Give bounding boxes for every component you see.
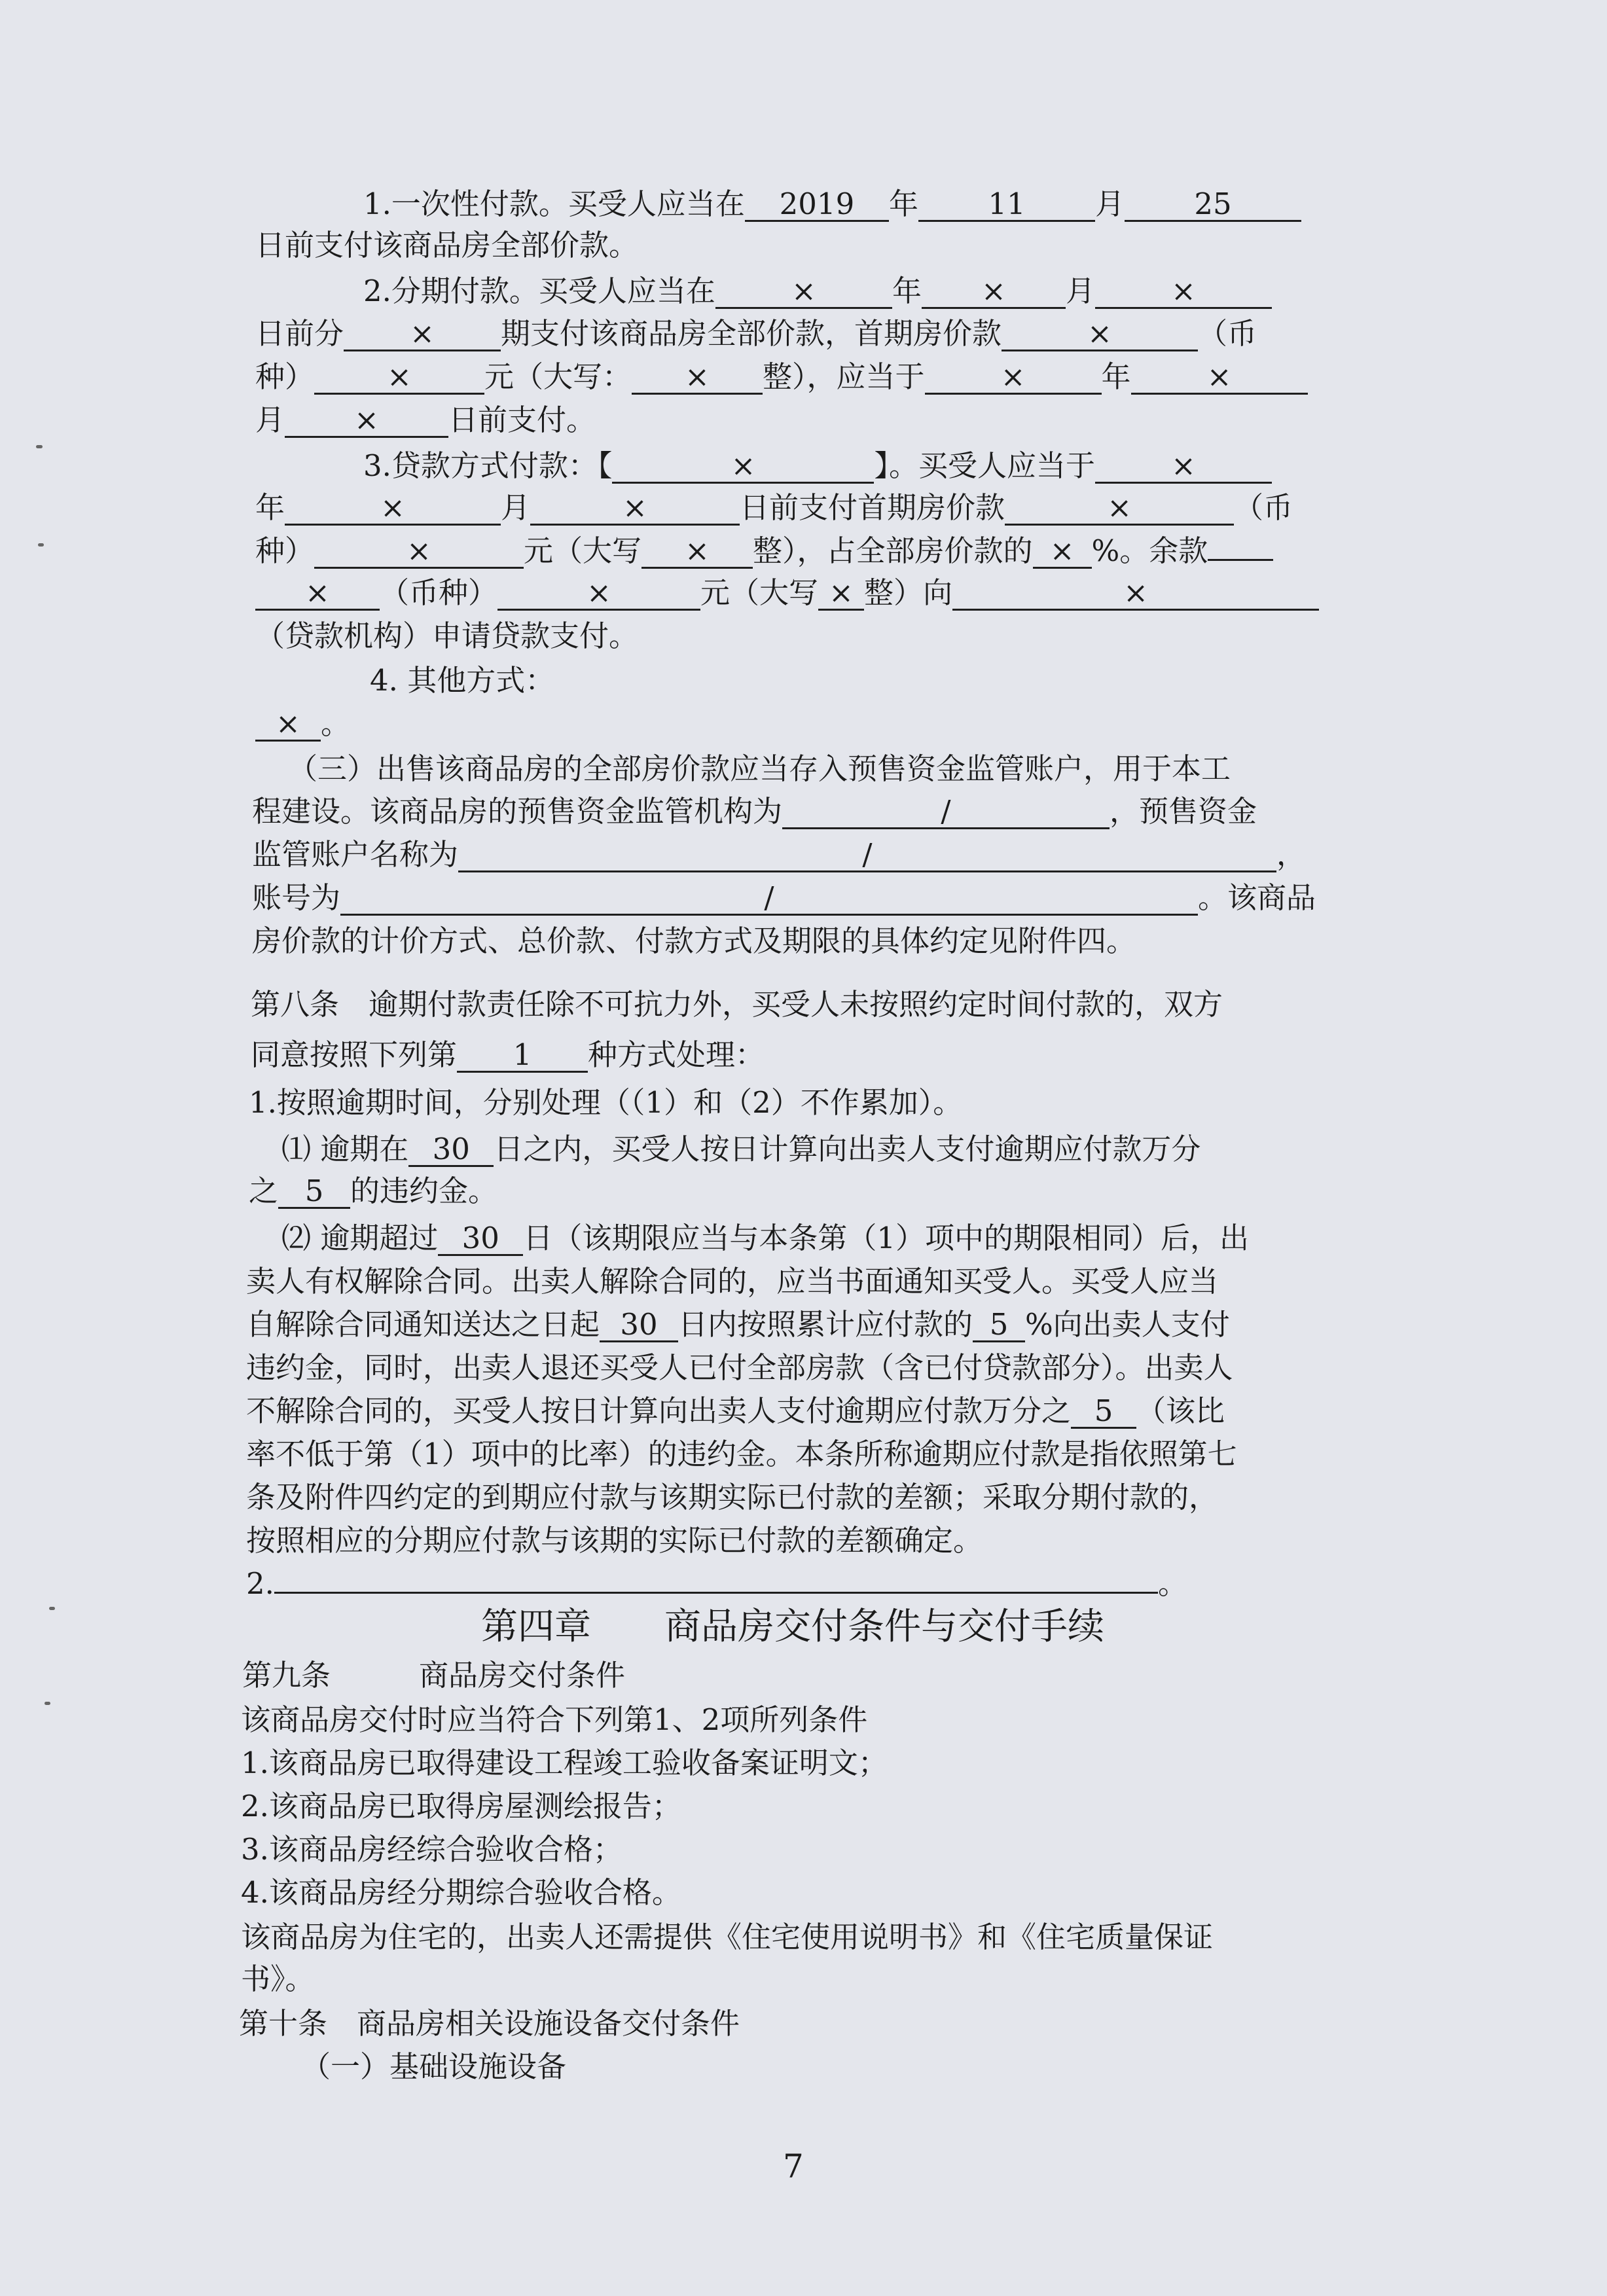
fill-in-blank: × bbox=[497, 577, 700, 611]
text-run: 2.分期付款。买受人应当在 bbox=[363, 274, 715, 308]
text-run: 月 bbox=[1094, 187, 1125, 221]
text-run: 4. 其他方式： bbox=[370, 663, 555, 698]
article-9-condition-2 bbox=[241, 1787, 681, 1826]
fill-in-blank: / bbox=[340, 882, 1198, 916]
article-9-intro bbox=[241, 1700, 867, 1740]
article-8-title bbox=[251, 985, 1223, 1024]
clause-3-escrow-cont-2 bbox=[252, 835, 1306, 874]
fill-in-blank: × bbox=[285, 404, 448, 438]
text-run: 日前支付。 bbox=[448, 403, 596, 437]
text-run: 。该商品 bbox=[1198, 880, 1316, 915]
fill-in-blank: × bbox=[715, 276, 892, 309]
fill-in-blank: × bbox=[925, 361, 1102, 395]
page-number bbox=[783, 2147, 804, 2186]
fill-in-blank: × bbox=[1033, 535, 1092, 569]
article-8-sub-2-cont-6 bbox=[246, 1478, 1218, 1517]
fill-in-blank: 5 bbox=[278, 1175, 350, 1209]
text-run: 账号为 bbox=[252, 880, 341, 915]
text-run: 第四章 商品房交付条件与交付手续 bbox=[481, 1605, 1104, 1648]
text-run: 1.按照逾期时间，分别处理（（1）和（2）不作累加）。 bbox=[249, 1085, 963, 1120]
fill-in-blank: / bbox=[782, 796, 1110, 829]
fill-in-blank: 30 bbox=[600, 1309, 678, 1342]
fill-in-blank: 5 bbox=[1071, 1395, 1136, 1429]
text-run: （一）基础设施设备 bbox=[301, 2049, 567, 2084]
text-run: 整），应当于 bbox=[763, 359, 925, 394]
fill-in-blank: × bbox=[314, 361, 484, 395]
article-8-sub-2 bbox=[281, 1219, 1249, 1258]
article-9-title bbox=[242, 1656, 625, 1695]
text-run: 之 bbox=[249, 1174, 279, 1208]
fill-in-blank bbox=[1208, 559, 1273, 561]
fill-in-blank: × bbox=[818, 577, 864, 611]
fill-in-blank: × bbox=[1095, 450, 1272, 484]
text-run: ⑵ 逾期超过 bbox=[281, 1221, 439, 1255]
fill-in-blank: 11 bbox=[918, 188, 1095, 222]
text-run: 7 bbox=[783, 2147, 804, 2185]
text-run: 4.该商品房经分期综合验收合格。 bbox=[241, 1875, 681, 1910]
text-run: （币种） bbox=[380, 575, 498, 610]
text-run: 月 bbox=[255, 403, 285, 437]
fill-in-blank: × bbox=[344, 318, 501, 351]
text-run: 率不低于第（1）项中的比率）的违约金。本条所称逾期应付款是指依照第七 bbox=[246, 1437, 1237, 1471]
clause-3-escrow bbox=[288, 749, 1231, 789]
fill-in-blank: × bbox=[1131, 361, 1308, 395]
text-run: 日（该期限应当与本条第（1）项中的期限相同）后，出 bbox=[523, 1221, 1249, 1255]
text-run: （币 bbox=[1198, 316, 1257, 351]
text-run: 日之内，买受人按日计算向出卖人支付逾期应付款万分 bbox=[494, 1132, 1201, 1166]
fill-in-blank: × bbox=[314, 535, 524, 569]
text-run: 日前分 bbox=[255, 316, 344, 351]
text-run: 3.贷款方式付款：【 bbox=[363, 448, 613, 483]
article-8-sub-2-cont-4 bbox=[246, 1391, 1225, 1431]
article-8-sub-2-cont-3 bbox=[246, 1348, 1233, 1388]
text-run: 书》。 bbox=[241, 1962, 315, 1996]
text-run: 种） bbox=[255, 359, 315, 394]
text-run: （三）出售该商品房的全部房价款应当存入预售资金监管账户，用于本工 bbox=[288, 751, 1231, 786]
text-run: （币 bbox=[1234, 490, 1293, 525]
clause-3-escrow-cont-1 bbox=[252, 792, 1257, 831]
article-8-sub-2-cont-7 bbox=[246, 1521, 983, 1560]
text-run: 3.该商品房经综合验收合格； bbox=[241, 1832, 623, 1867]
text-run: 月 bbox=[1065, 274, 1095, 308]
text-run: 该商品房交付时应当符合下列第1、2项所列条件 bbox=[241, 1702, 868, 1737]
article-9-condition-4 bbox=[241, 1873, 681, 1912]
scan-speck bbox=[36, 445, 43, 448]
fill-in-blank: × bbox=[922, 276, 1066, 309]
text-run: 1.一次性付款。买受人应当在 bbox=[363, 187, 745, 221]
item-3-loan-cont-1 bbox=[255, 488, 1293, 528]
article-9-condition-1 bbox=[241, 1744, 888, 1783]
text-run: 日前支付首期房价款 bbox=[740, 490, 1005, 525]
article-9-condition-3 bbox=[241, 1830, 623, 1869]
fill-in-blank: 30 bbox=[438, 1223, 523, 1256]
article-8-sub-2-cont-1 bbox=[246, 1262, 1218, 1301]
item-3-loan-cont-2 bbox=[255, 531, 1273, 571]
clause-3-escrow-cont-3 bbox=[252, 878, 1316, 918]
item-3-loan bbox=[363, 446, 1272, 486]
text-run: 。 bbox=[321, 706, 351, 741]
text-run: ， bbox=[1276, 837, 1307, 872]
text-run: 整），占全部房价款的 bbox=[753, 533, 1033, 568]
text-run: %向出卖人支付 bbox=[1025, 1307, 1230, 1342]
fill-in-blank: 30 bbox=[408, 1134, 494, 1167]
text-run: 元（大写 bbox=[700, 575, 819, 610]
article-8-sub-2-cont-5 bbox=[246, 1435, 1237, 1474]
text-run: 第八条 逾期付款责任除不可抗力外，买受人未按照约定时间付款的，双方 bbox=[251, 987, 1223, 1022]
fill-in-blank: × bbox=[255, 708, 321, 742]
text-run: 该商品房为住宅的，出卖人还需提供《住宅使用说明书》和《住宅质量保证 bbox=[241, 1920, 1214, 1954]
text-run: 】。买受人应当于 bbox=[874, 448, 1095, 483]
item-3-loan-cont-3 bbox=[255, 573, 1319, 613]
fill-in-blank: / bbox=[458, 839, 1276, 872]
text-run: 2.该商品房已取得房屋测绘报告； bbox=[241, 1789, 681, 1823]
text-run: 种） bbox=[255, 533, 315, 568]
fill-in-blank: × bbox=[255, 577, 380, 611]
article-8-choice bbox=[251, 1035, 765, 1075]
article-10-item-1 bbox=[301, 2047, 566, 2087]
text-run: 整）向 bbox=[864, 575, 953, 610]
text-run: 同意按照下列第 bbox=[251, 1037, 458, 1072]
item-4-other-value bbox=[255, 704, 350, 744]
fill-in-blank: × bbox=[641, 535, 753, 569]
fill-in-blank: × bbox=[612, 450, 874, 484]
fill-in-blank: 1 bbox=[457, 1039, 588, 1073]
text-run: 程建设。该商品房的预售资金监管机构为 bbox=[252, 794, 783, 829]
text-run: 条及附件四约定的到期应付款与该期实际已付款的差额；采取分期付款的， bbox=[246, 1480, 1219, 1515]
fill-in-blank bbox=[274, 1592, 1158, 1594]
item-2-installment-cont-2 bbox=[255, 357, 1308, 397]
fill-in-blank: × bbox=[285, 492, 501, 526]
item-2-installment-cont-1 bbox=[255, 314, 1257, 353]
text-run: 不解除合同的，买受人按日计算向出卖人支付逾期应付款万分之 bbox=[246, 1393, 1072, 1428]
text-run: 违约金，同时，出卖人退还买受人已付全部房款（含已付贷款部分）。出卖人 bbox=[246, 1350, 1233, 1385]
scan-speck bbox=[49, 1607, 55, 1610]
item-1-lump-sum-cont bbox=[255, 226, 638, 265]
text-run: 监管账户名称为 bbox=[252, 837, 459, 872]
text-run: ⑴ 逾期在 bbox=[281, 1132, 409, 1166]
article-9-residential-note-cont bbox=[241, 1960, 315, 1999]
text-run: 第九条 商品房交付条件 bbox=[242, 1658, 626, 1693]
text-run: %。余款 bbox=[1091, 533, 1208, 568]
item-4-other bbox=[370, 661, 554, 700]
text-run: 种方式处理： bbox=[588, 1037, 765, 1072]
text-run: 的违约金。 bbox=[350, 1174, 498, 1208]
scan-speck bbox=[45, 1702, 50, 1705]
item-2-installment-cont-3 bbox=[255, 401, 596, 440]
text-run: 卖人有权解除合同。出卖人解除合同的，应当书面通知买受人。买受人应当 bbox=[246, 1264, 1219, 1299]
text-run: 按照相应的分期应付款与该期的实际已付款的差额确定。 bbox=[246, 1523, 983, 1558]
text-run: （该比 bbox=[1136, 1393, 1225, 1428]
fill-in-blank: 2019 bbox=[745, 188, 889, 222]
text-run: （贷款机构）申请贷款支付。 bbox=[255, 619, 639, 653]
article-8-sub-1 bbox=[281, 1130, 1201, 1169]
item-1-lump-sum bbox=[363, 185, 1301, 224]
article-8-method-2 bbox=[246, 1564, 1187, 1604]
text-run: ，预售资金 bbox=[1110, 794, 1257, 829]
text-run: 元（大写 bbox=[524, 533, 642, 568]
text-run: 年 bbox=[888, 187, 918, 221]
item-2-installment bbox=[363, 272, 1272, 311]
text-run: 年 bbox=[892, 274, 922, 308]
text-run: 年 bbox=[1101, 359, 1131, 394]
text-run: 期支付该商品房全部价款，首期房价款 bbox=[501, 316, 1002, 351]
article-8-sub-1-cont bbox=[249, 1172, 497, 1211]
article-8-sub-2-cont-2 bbox=[246, 1305, 1230, 1344]
chapter-4-heading bbox=[481, 1607, 1104, 1647]
text-run: 元（大写： bbox=[484, 359, 632, 394]
item-3-loan-cont-4 bbox=[255, 617, 638, 656]
fill-in-blank: × bbox=[1002, 318, 1198, 351]
text-run: 日内按照累计应付款的 bbox=[678, 1307, 973, 1342]
clause-3-escrow-cont-4 bbox=[252, 922, 1136, 961]
text-run: 1.该商品房已取得建设工程竣工验收备案证明文； bbox=[241, 1746, 888, 1780]
article-10-title bbox=[239, 2004, 740, 2043]
text-run: 月 bbox=[501, 490, 531, 525]
fill-in-blank: × bbox=[1095, 276, 1272, 309]
fill-in-blank: × bbox=[1005, 492, 1234, 526]
text-run: 第十条 商品房相关设施设备交付条件 bbox=[239, 2006, 740, 2041]
article-8-method-1 bbox=[249, 1083, 962, 1122]
text-run: 2. bbox=[246, 1566, 274, 1601]
text-run: 自解除合同通知送达之日起 bbox=[246, 1307, 600, 1342]
text-run: 日前支付该商品房全部价款。 bbox=[255, 228, 639, 262]
fill-in-blank: × bbox=[952, 577, 1319, 611]
scan-speck bbox=[38, 543, 44, 547]
text-run: 房价款的计价方式、总价款、付款方式及期限的具体约定见附件四。 bbox=[252, 924, 1136, 958]
fill-in-blank: × bbox=[632, 361, 763, 395]
text-run: 。 bbox=[1157, 1566, 1187, 1601]
text-run: 年 bbox=[255, 490, 285, 525]
fill-in-blank: × bbox=[530, 492, 740, 526]
article-9-residential-note bbox=[241, 1918, 1213, 1957]
fill-in-blank: 5 bbox=[973, 1309, 1025, 1342]
fill-in-blank: 25 bbox=[1125, 188, 1301, 222]
